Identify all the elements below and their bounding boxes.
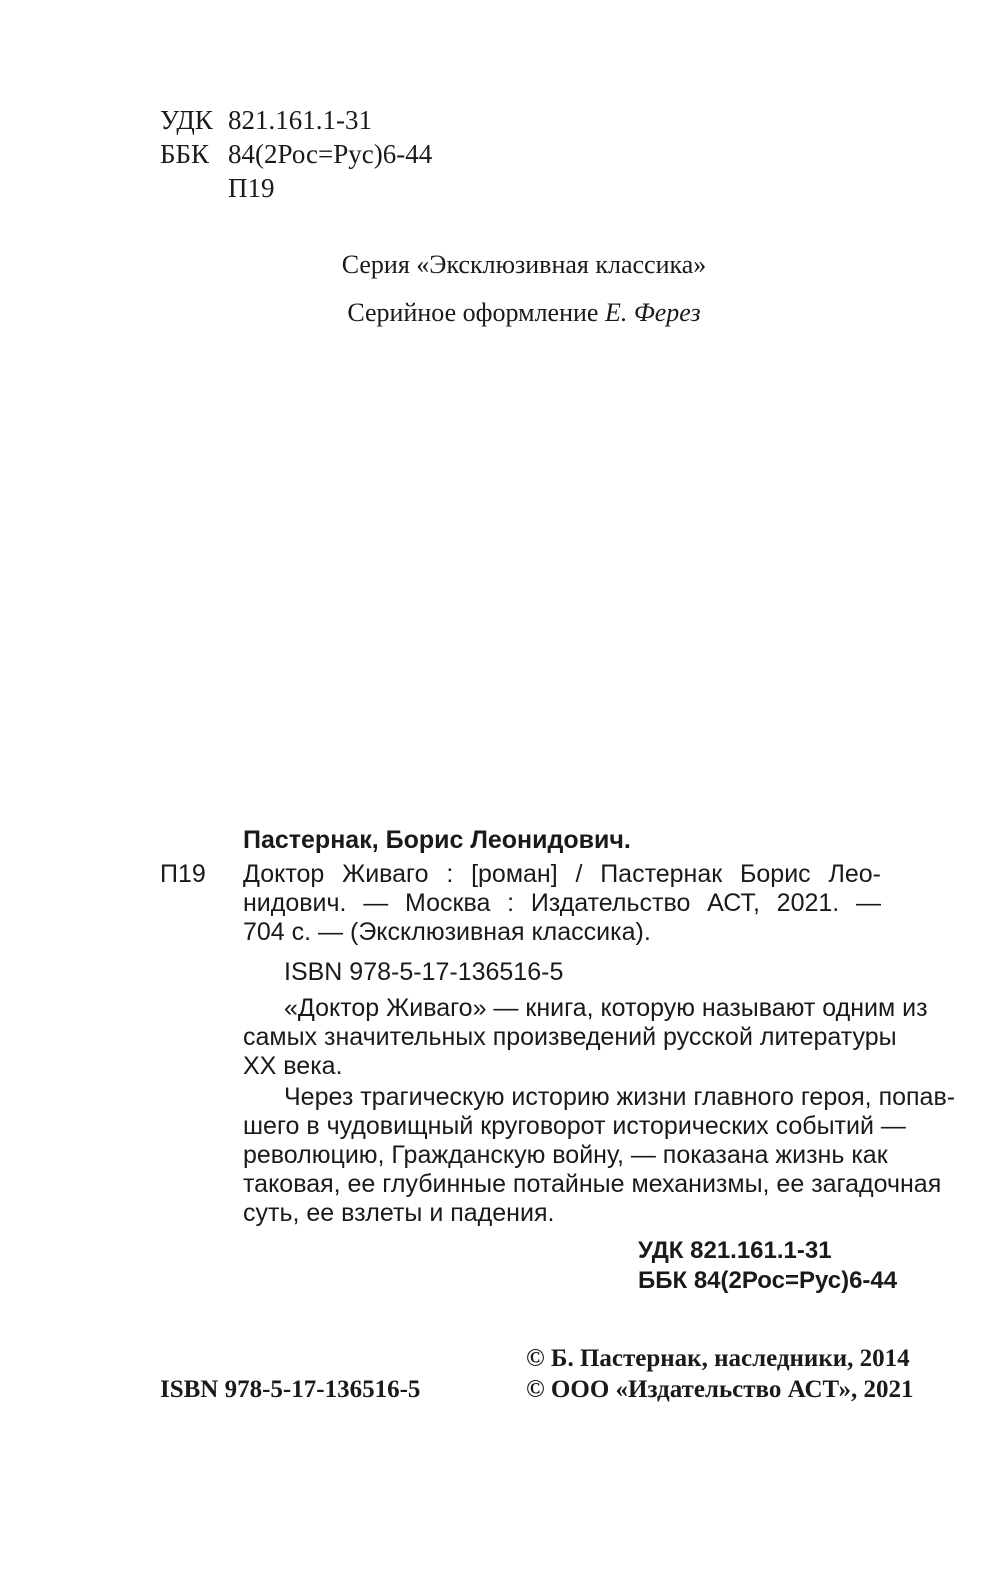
author-mark: П19 xyxy=(228,173,275,203)
card-author-mark: П19 xyxy=(160,860,206,888)
annotation-line: суть, ее взлеты и падения. xyxy=(243,1199,555,1227)
annotation-line: самых значительных произведений русской литературы xyxy=(243,1023,897,1051)
description-line: 704 с. — (Эксклюзивная классика). xyxy=(243,918,651,946)
annotation-line: XX века. xyxy=(243,1052,343,1080)
udk-label: УДК xyxy=(160,105,213,135)
udk-value: 821.161.1-31 xyxy=(228,105,372,135)
annotation-line: таковая, ее глубинные потайные механизмы, ее загадочная xyxy=(243,1170,942,1198)
card-bbk: ББК 84(2Рос=Рус)6-44 xyxy=(638,1267,898,1294)
bbk-value: 84(2Рос=Рус)6-44 xyxy=(228,139,433,169)
copyright-publisher: © ООО «Издательство АСТ», 2021 xyxy=(526,1376,914,1403)
card-author: Пастернак, Борис Леонидович. xyxy=(243,826,631,854)
series-name: Серия «Эксклюзивная классика» xyxy=(341,250,707,279)
card-isbn: ISBN 978-5-17-136516-5 xyxy=(284,958,564,986)
description-line: Доктор Живаго : [роман] / Пастернак Борис Лео- xyxy=(243,860,881,888)
classification-block xyxy=(0,104,600,204)
bbk-label: ББК xyxy=(160,139,210,169)
series-design-label: Серийное оформление xyxy=(347,298,599,327)
description-line: нидович. — Москва : Издательство АСТ, 2021. — xyxy=(243,889,881,917)
annotation-line: «Доктор Живаго» — книга, которую называют одним из xyxy=(284,994,928,1022)
series-design xyxy=(0,298,1000,328)
annotation-line: шего в чудовищный круговорот исторических событий — xyxy=(243,1112,906,1140)
footer-isbn: ISBN 978-5-17-136516-5 xyxy=(160,1376,421,1403)
annotation-line: Через трагическую историю жизни главного героя, попав- xyxy=(284,1083,956,1111)
annotation-line: революцию, Гражданскую войну, — показана жизнь как xyxy=(243,1141,888,1169)
card-udk: УДК 821.161.1-31 xyxy=(638,1237,832,1264)
copyright-author: © Б. Пастернак, наследники, 2014 xyxy=(526,1345,910,1372)
series-designer: Е. Ферез xyxy=(604,298,701,327)
